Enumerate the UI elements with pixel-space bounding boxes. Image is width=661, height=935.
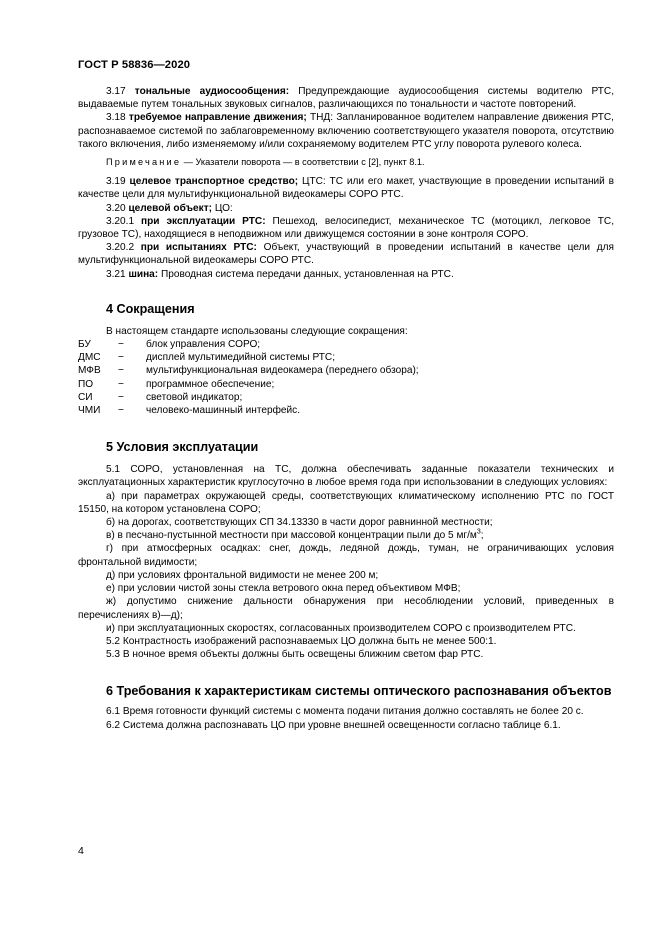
condition-a: а) при параметрах окружающей среды, соответствующих климатическому исполнению РТС по ГОСТ 15150, на котором установлена СОРО;: [78, 490, 614, 515]
abbreviation-definition: программное обеспечение;: [146, 378, 275, 390]
abbreviation-term: БУ: [78, 339, 91, 351]
definition: Проводная система передачи данных, установленная на РТС.: [158, 268, 454, 280]
term: шина:: [128, 268, 159, 280]
abbreviation-item: [78, 378, 614, 391]
condition-v-end: ;: [480, 530, 484, 542]
abbreviations-list: [78, 338, 614, 417]
definition: Объект, участвующий в проведении испытаний в качестве цели для мультифункциональной видеокамеры СОРО РТС.: [78, 242, 614, 267]
abbreviation-term: ДМС: [78, 352, 101, 364]
page-number: 4: [78, 845, 84, 857]
dash: −: [118, 378, 124, 390]
section-4-heading: 4 Сокращения: [106, 301, 195, 316]
clause-number: 3.21: [106, 268, 129, 280]
paragraph-3-20: [78, 202, 614, 215]
definition: Предупреждающие аудиосообщения системы водителю РТС, выдаваемые путем тональных звуковых сигналов, различающихся по тональности и частоте повторений.: [78, 86, 614, 111]
page-content: [78, 85, 614, 732]
paragraph-3-20-1: [78, 215, 614, 241]
abbreviation-definition: блок управления СОРО;: [146, 339, 261, 351]
abbreviation-definition: световой индикатор;: [146, 391, 243, 403]
condition-zh: ж) допустимо снижение дальности обнаружения при несоблюдении условий, приведенных в перечислениях в)—д);: [78, 596, 614, 621]
dash: −: [118, 339, 124, 351]
clause-number: 3.19: [106, 176, 130, 188]
term: при испытаниях РТС:: [140, 242, 257, 254]
abbreviation-term: МФВ: [78, 365, 101, 377]
document-header: ГОСТ Р 58836—2020: [78, 59, 191, 71]
clause-number: 3.20.2: [106, 242, 141, 254]
condition-g: г) при атмосферных осадках: снег, дождь, ледяной дождь, туман, не ограничивающих условия фронтальной видимости;: [78, 543, 614, 568]
paragraph-3-19: [78, 175, 614, 201]
clause-number: 3.17: [106, 86, 135, 97]
abbreviation-item: [78, 351, 614, 364]
condition-d: д) при условиях фронтальной видимости не менее 200 м;: [106, 569, 379, 581]
term: целевой объект;: [128, 202, 213, 214]
paragraph-5-1: 5.1 СОРО, установленная на ТС, должна обеспечивать заданные показатели технических и эксплуатационных характеристик круглосуточно в любое время года при использовании в следующих условиях:: [78, 464, 614, 489]
note-text: — Указатели поворота — в соответствии с [2], пункт 8.1.: [181, 157, 425, 168]
abbreviation-item: [78, 338, 614, 351]
term: при эксплуатации РТС:: [141, 215, 266, 227]
paragraph-6-2: 6.2 Система должна распознавать ЦО при уровне внешней освещенности согласно таблице 6.1.: [106, 719, 561, 731]
paragraph-6-1: 6.1 Время готовности функций системы с момента подачи питания должно составлять не более 20 с.: [106, 706, 584, 718]
abbreviation-definition: человеко-машинный интерфейс.: [146, 405, 301, 417]
term: требуемое направление движения;: [128, 112, 307, 124]
clause-number: 3.20.1: [106, 215, 142, 227]
definition: ЦТС: ТС или его макет, участвующие в проведении испытаний в качестве цели для мультифункциональной видеокамеры СОРО РТС.: [78, 176, 615, 201]
note: [78, 156, 614, 169]
definition: ТНД: Запланированное водителем направление движения РТС, распознаваемое системой по заблаговременному включению соответствующего указателя поворота, отсутствию такого включения, либо изменяемому и/или сохраняемому водителем РТС углу поворота рулевого колеса.: [78, 112, 614, 150]
paragraph-3-20-2: [78, 241, 614, 267]
section-6-heading: 6 Требования к характеристикам системы оптического распознавания объектов: [106, 684, 612, 699]
abbreviations-intro: В настоящем стандарте использованы следующие сокращения:: [106, 325, 408, 337]
abbreviation-definition: дисплей мультимедийной системы РТС;: [146, 352, 336, 364]
term: целевое транспортное средство;: [129, 176, 299, 188]
clause-number: 3.18: [106, 112, 129, 124]
abbreviation-term: СИ: [78, 391, 93, 403]
condition-e: е) при условии чистой зоны стекла ветрового окна перед объективом МФВ;: [106, 583, 461, 595]
abbreviation-definition: мультифункциональная видеокамера (переднего обзора);: [146, 365, 419, 377]
paragraph-3-21: [78, 268, 614, 281]
condition-b: б) на дорогах, соответствующих СП 34.13330 в части дорог равнинной местности;: [106, 517, 493, 529]
section-5-heading: 5 Условия эксплуатации: [106, 440, 259, 455]
condition-v-text: в) в песчано-пустынной местности при массовой концентрации пыли до 5 мг/м: [106, 530, 477, 542]
condition-v: [78, 529, 614, 542]
note-label: Примечание: [106, 157, 182, 168]
paragraph-5-2: 5.2 Контрастность изображений распознаваемых ЦО должна быть не менее 500:1.: [106, 635, 497, 647]
paragraph-3-18: [78, 111, 614, 151]
paragraph-3-17: [78, 85, 614, 111]
abbreviation-item: [78, 404, 614, 417]
abbreviation-term: ПО: [78, 378, 94, 390]
clause-number: 3.20: [106, 202, 129, 214]
condition-i: и) при эксплуатационных скоростях, согласованных производителем СОРО с производителем РТС.: [106, 622, 576, 634]
paragraph-5-3: 5.3 В ночное время объекты должны быть освещены ближним светом фар РТС.: [106, 649, 484, 661]
definition: Пешеход, велосипедист, механическое ТС (мотоцикл, легковое ТС, грузовое ТС), находящиеся в неподвижном или движущемся состоянии в зоне контроля СОРО.: [78, 215, 614, 241]
definition: ЦО:: [212, 202, 233, 214]
abbreviation-item: [78, 391, 614, 404]
dash: −: [118, 365, 124, 377]
term: тональные аудиосообщения:: [134, 86, 290, 97]
superscript: 3: [476, 528, 481, 536]
abbreviation-item: [78, 364, 614, 377]
dash: −: [118, 352, 124, 364]
dash: −: [118, 391, 124, 403]
abbreviation-term: ЧМИ: [78, 405, 101, 417]
dash: −: [118, 405, 124, 417]
